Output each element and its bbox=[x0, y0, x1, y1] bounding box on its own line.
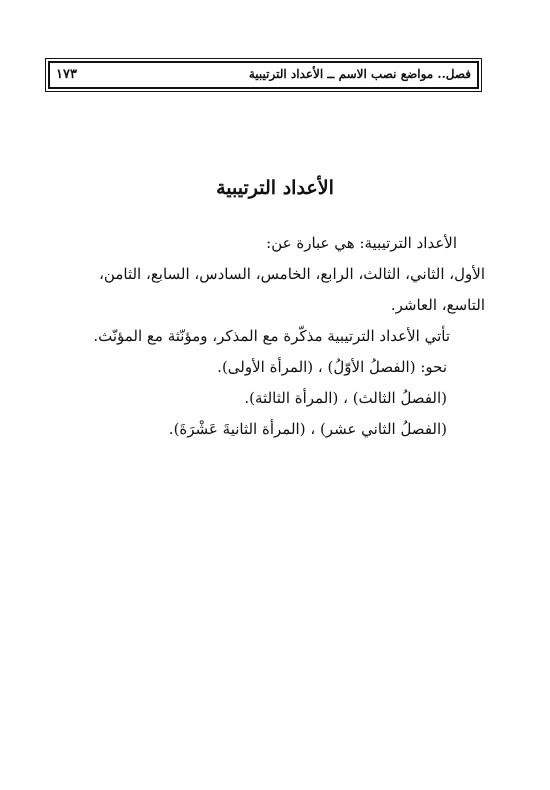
example-line-3: (الفصلُ الثاني عشر) ، (المرأة الثانيةَ عَشْرَةَ). bbox=[168, 420, 447, 438]
running-header bbox=[45, 58, 482, 92]
example-line-2: (الفصلُ الثالث) ، (المرأة الثالثة). bbox=[244, 389, 447, 407]
header-title: فصل.. مواضع نصب الاسم ــ الأعداد الترتيبية bbox=[248, 67, 471, 81]
ordinal-list-line-1: الأول، الثاني، الثالث، الرابع، الخامس، السادس، السابع، الثامن، bbox=[99, 265, 485, 283]
section-heading: الأعداد الترتيبية bbox=[216, 177, 334, 199]
definition-line: الأعداد الترتيبية: هي عبارة عن: bbox=[266, 234, 457, 252]
body-text bbox=[45, 228, 485, 445]
example-line-1: نحو: (الفصلُ الأوّلُ) ، (المرأة الأولى). bbox=[217, 358, 447, 376]
page-number: ١٧٣ bbox=[56, 67, 77, 82]
rule-line: تأتي الأعداد الترتيبية مذكّرة مع المذكر، ومؤنّثة مع المؤنّث. bbox=[93, 327, 450, 345]
ordinal-list-line-2: التاسع، العاشر. bbox=[390, 296, 485, 314]
